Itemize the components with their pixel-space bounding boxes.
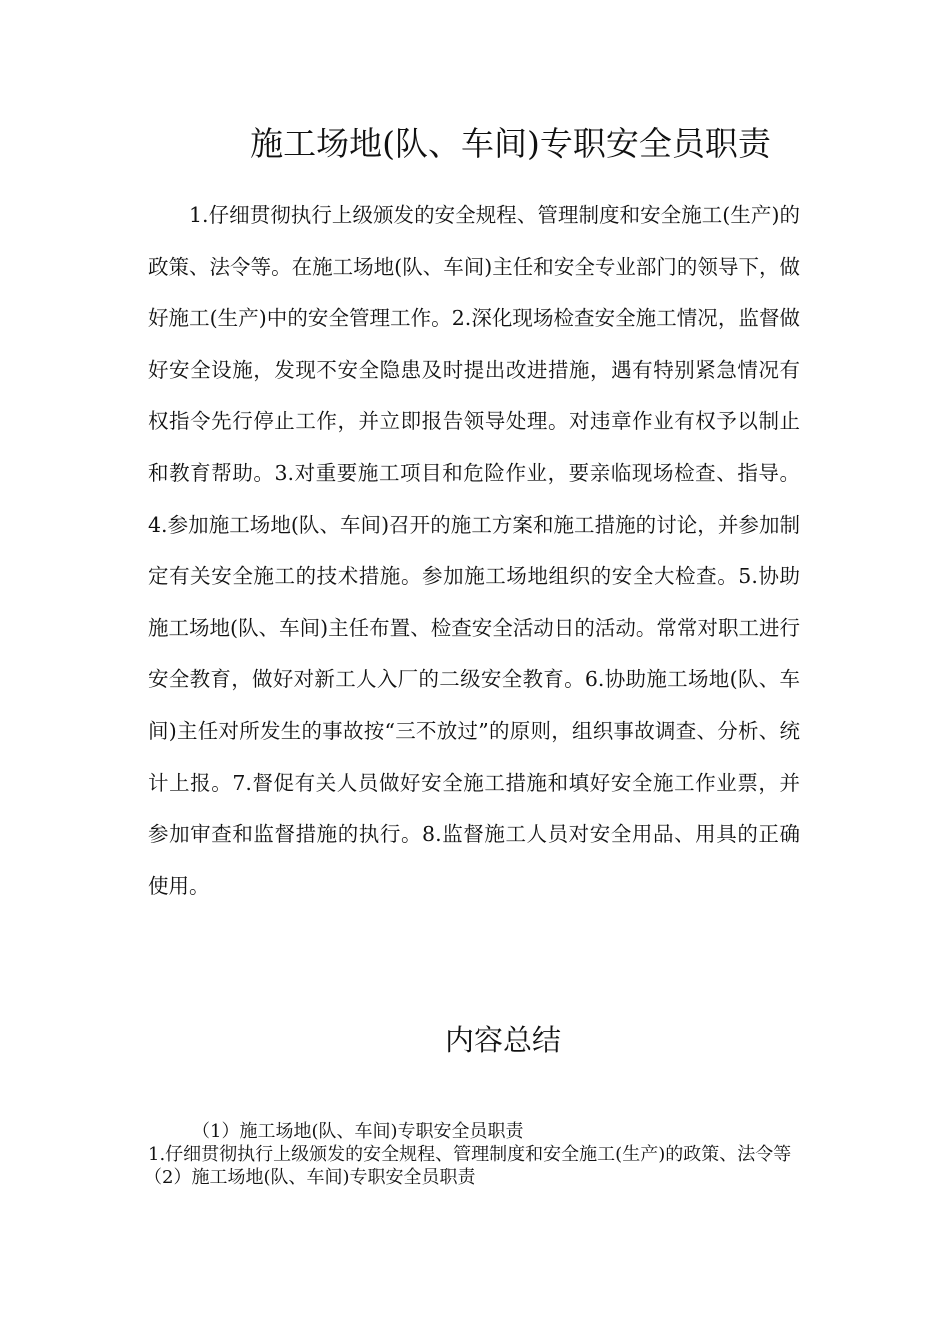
summary-line-2: 1.仔细贯彻执行上级颁发的安全规程、管理制度和安全施工(生产)的政策、法令等 (148, 1144, 792, 1165)
summary-heading: 内容总结 (444, 1023, 561, 1057)
summary-line-3: （2）施工场地(队、车间)专职安全员职责 (144, 1167, 476, 1188)
summary-line-1: （1）施工场地(队、车间)专职安全员职责 (192, 1121, 524, 1142)
document-title: 施工场地(队、车间)专职安全员职责 (250, 124, 771, 163)
document-body: 1.仔细贯彻执行上级颁发的安全规程、管理制度和安全施工(生产)的政策、法令等。在施工场地(队、车间)主任和安全专业部门的领导下，做好施工(生产)中的安全管理工作。2.深化现场检查安全施工情况，监督做好安全设施，发现不安全隐患及时提出改进措施，遇有特别紧急情况有权指令先行停止工作，并立即报告领导处理。对违章作业有权予以制止和教育帮助。3.对重要施工项目和危险作业，要亲临现场检查、指导。4.参加施工场地(队、车间)召开的施工方案和施工措施的讨论，并参加制定有关安全施工的技术措施。参加施工场地组织的安全大检查。5.协助施工场地(队、车间)主任布置、检查安全活动日的活动。常常对职工进行安全教育，做好对新工人入厂的二级安全教育。6.协助施工场地(队、车间)主任对所发生的事故按“三不放过”的原则，组织事故调查、分析、统计上报。7.督促有关人员做好安全施工措施和填好安全施工作业票，并参加审查和监督措施的执行。8.监督施工人员对安全用品、用具的正确使用。 (148, 203, 800, 898)
summary-section (144, 1120, 808, 1189)
